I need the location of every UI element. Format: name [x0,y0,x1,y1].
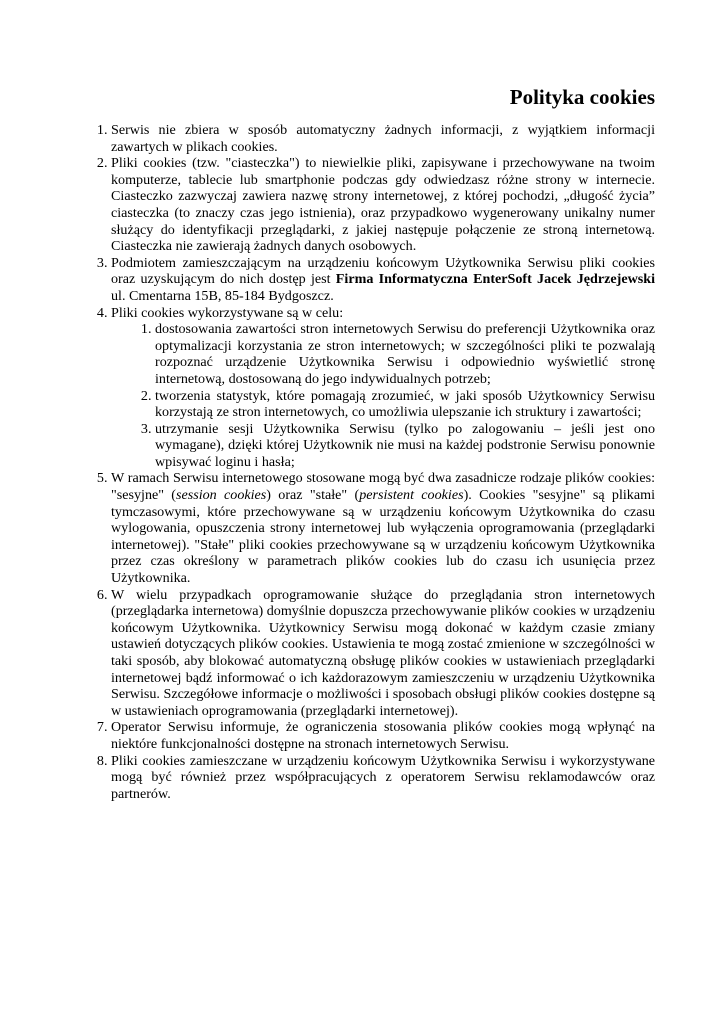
item-text: W wielu przypadkach oprogramowanie służące do przeglądania stron internetowych (przeglądarka internetowa) domyślnie dopuszcza przechowywanie plików cookies w urządzeniu końcowym Użytkownika. Użytkownicy Serwisu mogą dokonać w każdym czasie zmiany ustawień dotyczących plików cookies. Ustawienia te mogą zostać zmienione w szczególności w taki sposób, aby blokować automatyczną obsługę plików cookies w ustawieniach przeglądarki internetowej bądź informować o ich każdorazowym zamieszczeniu w urządzeniu Użytkownika Serwisu. Szczegółowe informacje o możliwości i sposobach obsługi plików cookies dostępne są w ustawieniach oprogramowania (przeglądarki internetowej). [111,586,655,719]
item-text: ul. Cmentarna 15B, 85-184 Bydgoszcz. [111,287,334,304]
list-item [111,305,655,471]
list-item [111,587,655,720]
sub-list-item [155,388,655,421]
item-text: Serwis nie zbiera w sposób automatyczny żadnych informacji, z wyjątkiem informacji zawartych w plikach cookies. [111,122,655,155]
purpose-list [111,321,655,470]
item-text: Pliki cookies zamieszczane w urządzeniu końcowym Użytkownika Serwisu i wykorzystywane mogą być również przez współpracujących z operatorem Serwisu reklamodawców oraz partnerów. [111,752,655,802]
italic-term: session cookies [176,487,267,504]
item-text: W ramach Serwisu internetowego stosowane mogą być dwa zasadnicze rodzaje plików cookies: "sesyjne" ( [111,470,655,504]
item-text: Podmiotem zamieszczającym na urządzeniu końcowym Użytkownika Serwisu pliki cookies oraz uzyskującym do nich dostęp jest [111,254,655,288]
list-item [111,470,655,586]
list-item [111,122,655,155]
item-text: ). Cookies "sesyjne" są plikami tymczasowymi, które przechowywane są w urządzeniu końcowym Użytkownika do czasu wylogowania, opuszczenia strony internetowej lub wyłączenia oprogramowania (przeglądarki internetowej). "Stałe" pliki cookies przechowywane są w urządzeniu końcowym Użytkownika przez czas określony w parametrach plików cookies lub do czasu ich usunięcia przez Użytkownika. [111,487,655,587]
list-item [111,753,655,803]
page-title: Polityka cookies [509,85,655,109]
list-item [111,255,655,305]
item-text: Operator Serwisu informuje, że ograniczenia stosowania plików cookies mogą wpłynąć na niektóre funkcjonalności dostępne na stronach internetowych Serwisu. [111,719,655,752]
company-name: Firma Informatyczna EnterSoft Jacek Jędrzejewski [335,271,655,288]
sub-list-item [155,421,655,471]
item-text: ) oraz "stałe" ( [266,487,360,504]
italic-term: persistent cookies [359,487,464,504]
sub-item-text: utrzymanie sesji Użytkownika Serwisu (tylko po zalogowaniu – jeśli jest ono wymagane), dzięki której Użytkownik nie musi na każdej podstronie Serwisu ponownie wpisywać loginu i hasła; [155,420,655,470]
list-item [111,719,655,752]
sub-list-item [155,321,655,387]
sub-item-text: dostosowania zawartości stron internetowych Serwisu do preferencji Użytkownika oraz optymalizacji korzystania ze stron internetowych; w szczególności pliki te pozwalają rozpoznać urządzenie Użytkownika Serwisu i odpowiednio wyświetlić stronę internetową, dostosowaną do jego indywidualnych potrzeb; [155,321,655,387]
sub-item-text: tworzenia statystyk, które pomagają zrozumieć, w jaki sposób Użytkownicy Serwisu korzystają ze stron internetowych, co umożliwia ulepszanie ich struktury i zawartości; [155,387,655,421]
item-text: Pliki cookies (tzw. "ciasteczka") to niewielkie pliki, zapisywane i przechowywane na twoim komputerze, tablecie lub smartphonie podczas gdy odwiedzasz różne strony w internecie. Ciasteczko zazwyczaj zawiera nazwę strony internetowej, z której pochodzi, „długość życia” ciasteczka (to znaczy czas jego istnienia), oraz przypadkowo wygenerowany unikalny numer służący do identyfikacji przeglądarki, z jakiej następuje połączenie ze stroną internetową. Ciasteczka nie zawierają żadnych danych osobowych. [111,155,655,255]
item-text: Pliki cookies wykorzystywane są w celu: [111,304,344,321]
list-item [111,155,655,255]
policy-list [84,122,655,802]
